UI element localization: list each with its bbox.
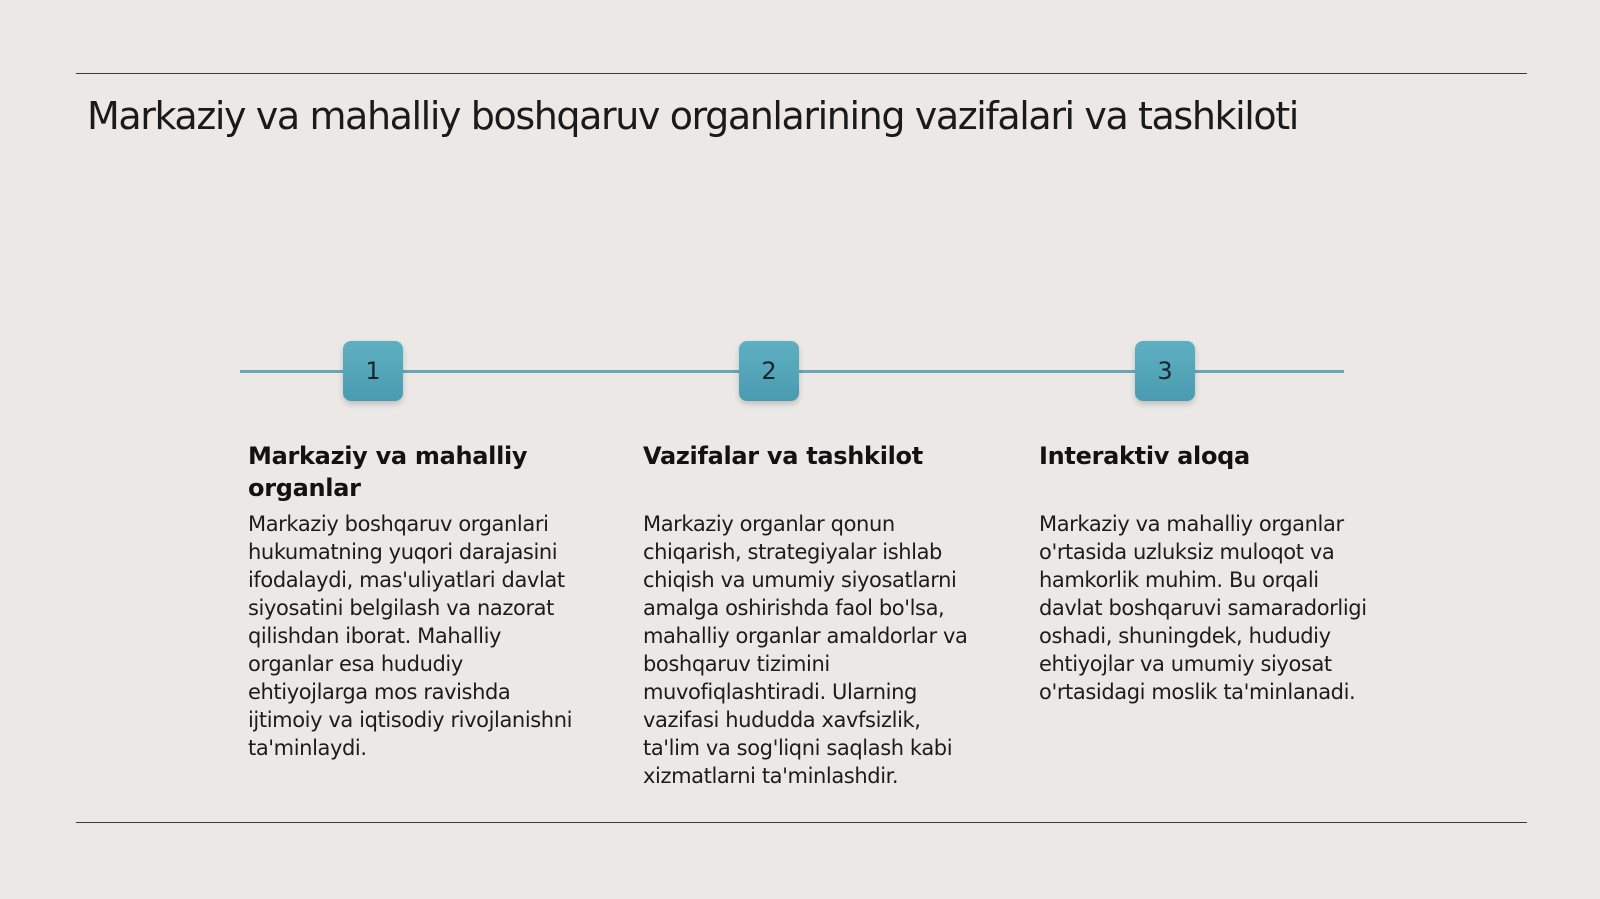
step-1-block	[248, 440, 588, 762]
step-3-block	[1039, 440, 1379, 706]
step-1-heading: Markaziy va mahalliy organlar	[248, 442, 528, 502]
step-2-text: Markaziy organlar qonun chiqarish, strategiyalar ishlab chiqish va umumiy siyosatlarni amalga oshirishda faol bo'lsa, mahalliy organlar amaldorlar va boshqaruv tizimini muvofiqlashtiradi. Ularning vazifasi hududda xavfsizlik, ta'lim va sog'liqni saqlash kabi xizmatlarni ta'minlashdir.	[643, 512, 968, 788]
bottom-divider	[76, 822, 1527, 823]
step-3-number-badge: 3	[1135, 341, 1195, 401]
step-2-number-badge: 2	[739, 341, 799, 401]
step-1-text: Markaziy boshqaruv organlari hukumatning yuqori darajasini ifodalaydi, mas'uliyatlari davlat siyosatini belgilash va nazorat qilishdan iborat. Mahalliy organlar esa hududiy ehtiyojlarga mos ravishda ijtimoiy va iqtisodiy rivojlanishni ta'minlaydi.	[248, 512, 573, 760]
step-3-heading: Interaktiv aloqa	[1039, 442, 1250, 470]
slide-title: Markaziy va mahalliy boshqaruv organlarining vazifalari va tashkiloti	[87, 94, 1298, 138]
step-1-number-badge: 1	[343, 341, 403, 401]
step-2-heading: Vazifalar va tashkilot	[643, 442, 923, 470]
top-divider	[76, 73, 1527, 74]
step-2-block	[643, 440, 983, 790]
step-3-text: Markaziy va mahalliy organlar o'rtasida uzluksiz muloqot va hamkorlik muhim. Bu orqali davlat boshqaruvi samaradorligi oshadi, shuningdek, hududiy ehtiyojlar va umumiy siyosat o'rtasidagi moslik ta'minlanadi.	[1039, 512, 1367, 704]
